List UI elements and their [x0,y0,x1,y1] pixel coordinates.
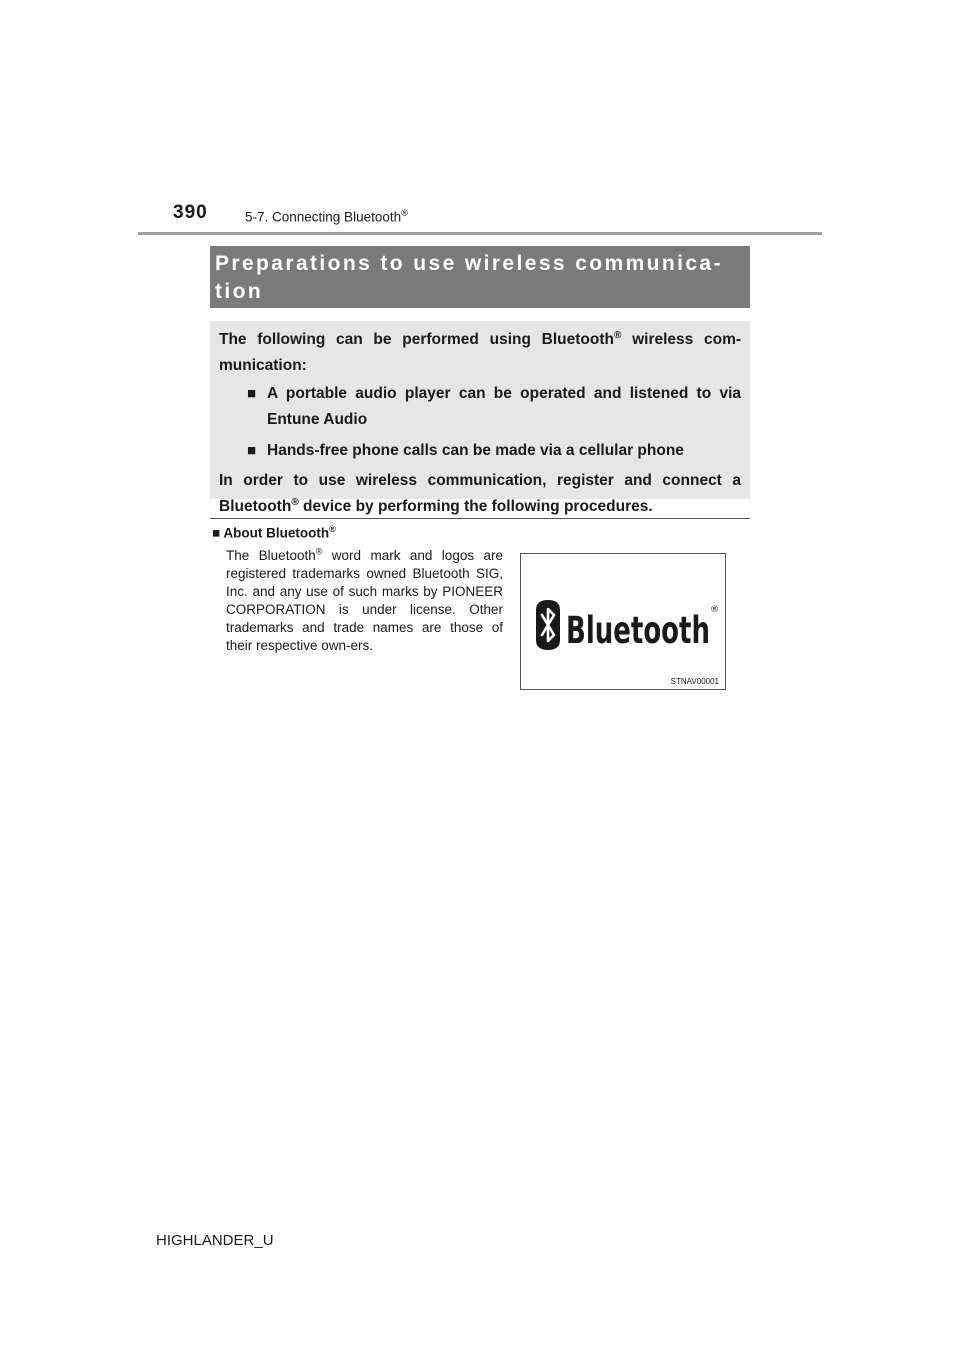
header-rule [138,232,822,235]
bluetooth-logo [521,554,725,689]
section-title-bar [210,246,750,308]
about-heading-registered-mark: ® [329,524,336,534]
bullet-item [247,438,741,464]
section-label [245,208,408,225]
section-title-line2: tion [215,280,264,303]
intro-lead-text: The following can be performed using Bluetooth [219,331,614,348]
section-label-text: 5-7. Connecting Bluetooth [245,209,402,225]
about-square-icon: ■ [212,525,221,541]
about-body [226,547,503,655]
bluetooth-rune-icon [536,600,560,650]
intro-lead [219,327,741,379]
bullet-text: A portable audio player can be operated and listened to via Entune Audio [267,385,741,428]
intro-lead-suffix: wireless com-munication: [219,331,742,374]
about-heading-text: About Bluetooth [223,525,330,541]
footer-model-code: HIGHLANDER_U [156,1232,274,1249]
intro-box [210,321,750,515]
about-body-suffix: word mark and logos are registered trademarks owned Bluetooth SIG, Inc. and any use of such marks by PIONEER CORPORATION is under license. Other trademarks and trade names are those of their respective own-ers. [226,548,504,653]
bullet-item [247,381,741,433]
intro-tail-suffix: device by performing the following procedures. [298,498,653,515]
bullet-text: Hands-free phone calls can be made via a cellular phone [267,442,684,459]
bullet-square-icon: ■ [247,385,257,402]
logo-registered-mark: ® [710,605,719,615]
bluetooth-logo-figure [520,553,726,690]
about-body-text: The Bluetooth [226,548,316,563]
section-registered-mark: ® [401,208,408,218]
section-divider [210,518,750,519]
bullet-square-icon: ■ [247,442,257,459]
intro-tail-text: In order to use wireless communication, register and connect a Bluetooth [219,472,741,515]
intro-lead-registered-mark: ® [613,329,622,341]
section-title [215,250,738,306]
bluetooth-wordmark: Bluetooth [566,609,710,652]
intro-tail-registered-mark: ® [291,496,299,508]
figure-code: STNAV00001 [670,677,719,686]
about-body-registered-mark: ® [315,546,323,557]
about-heading [212,524,336,541]
section-title-line1: Preparations to use wireless communica- [215,252,723,275]
intro-tail [219,468,741,520]
page-number: 390 [173,202,208,223]
